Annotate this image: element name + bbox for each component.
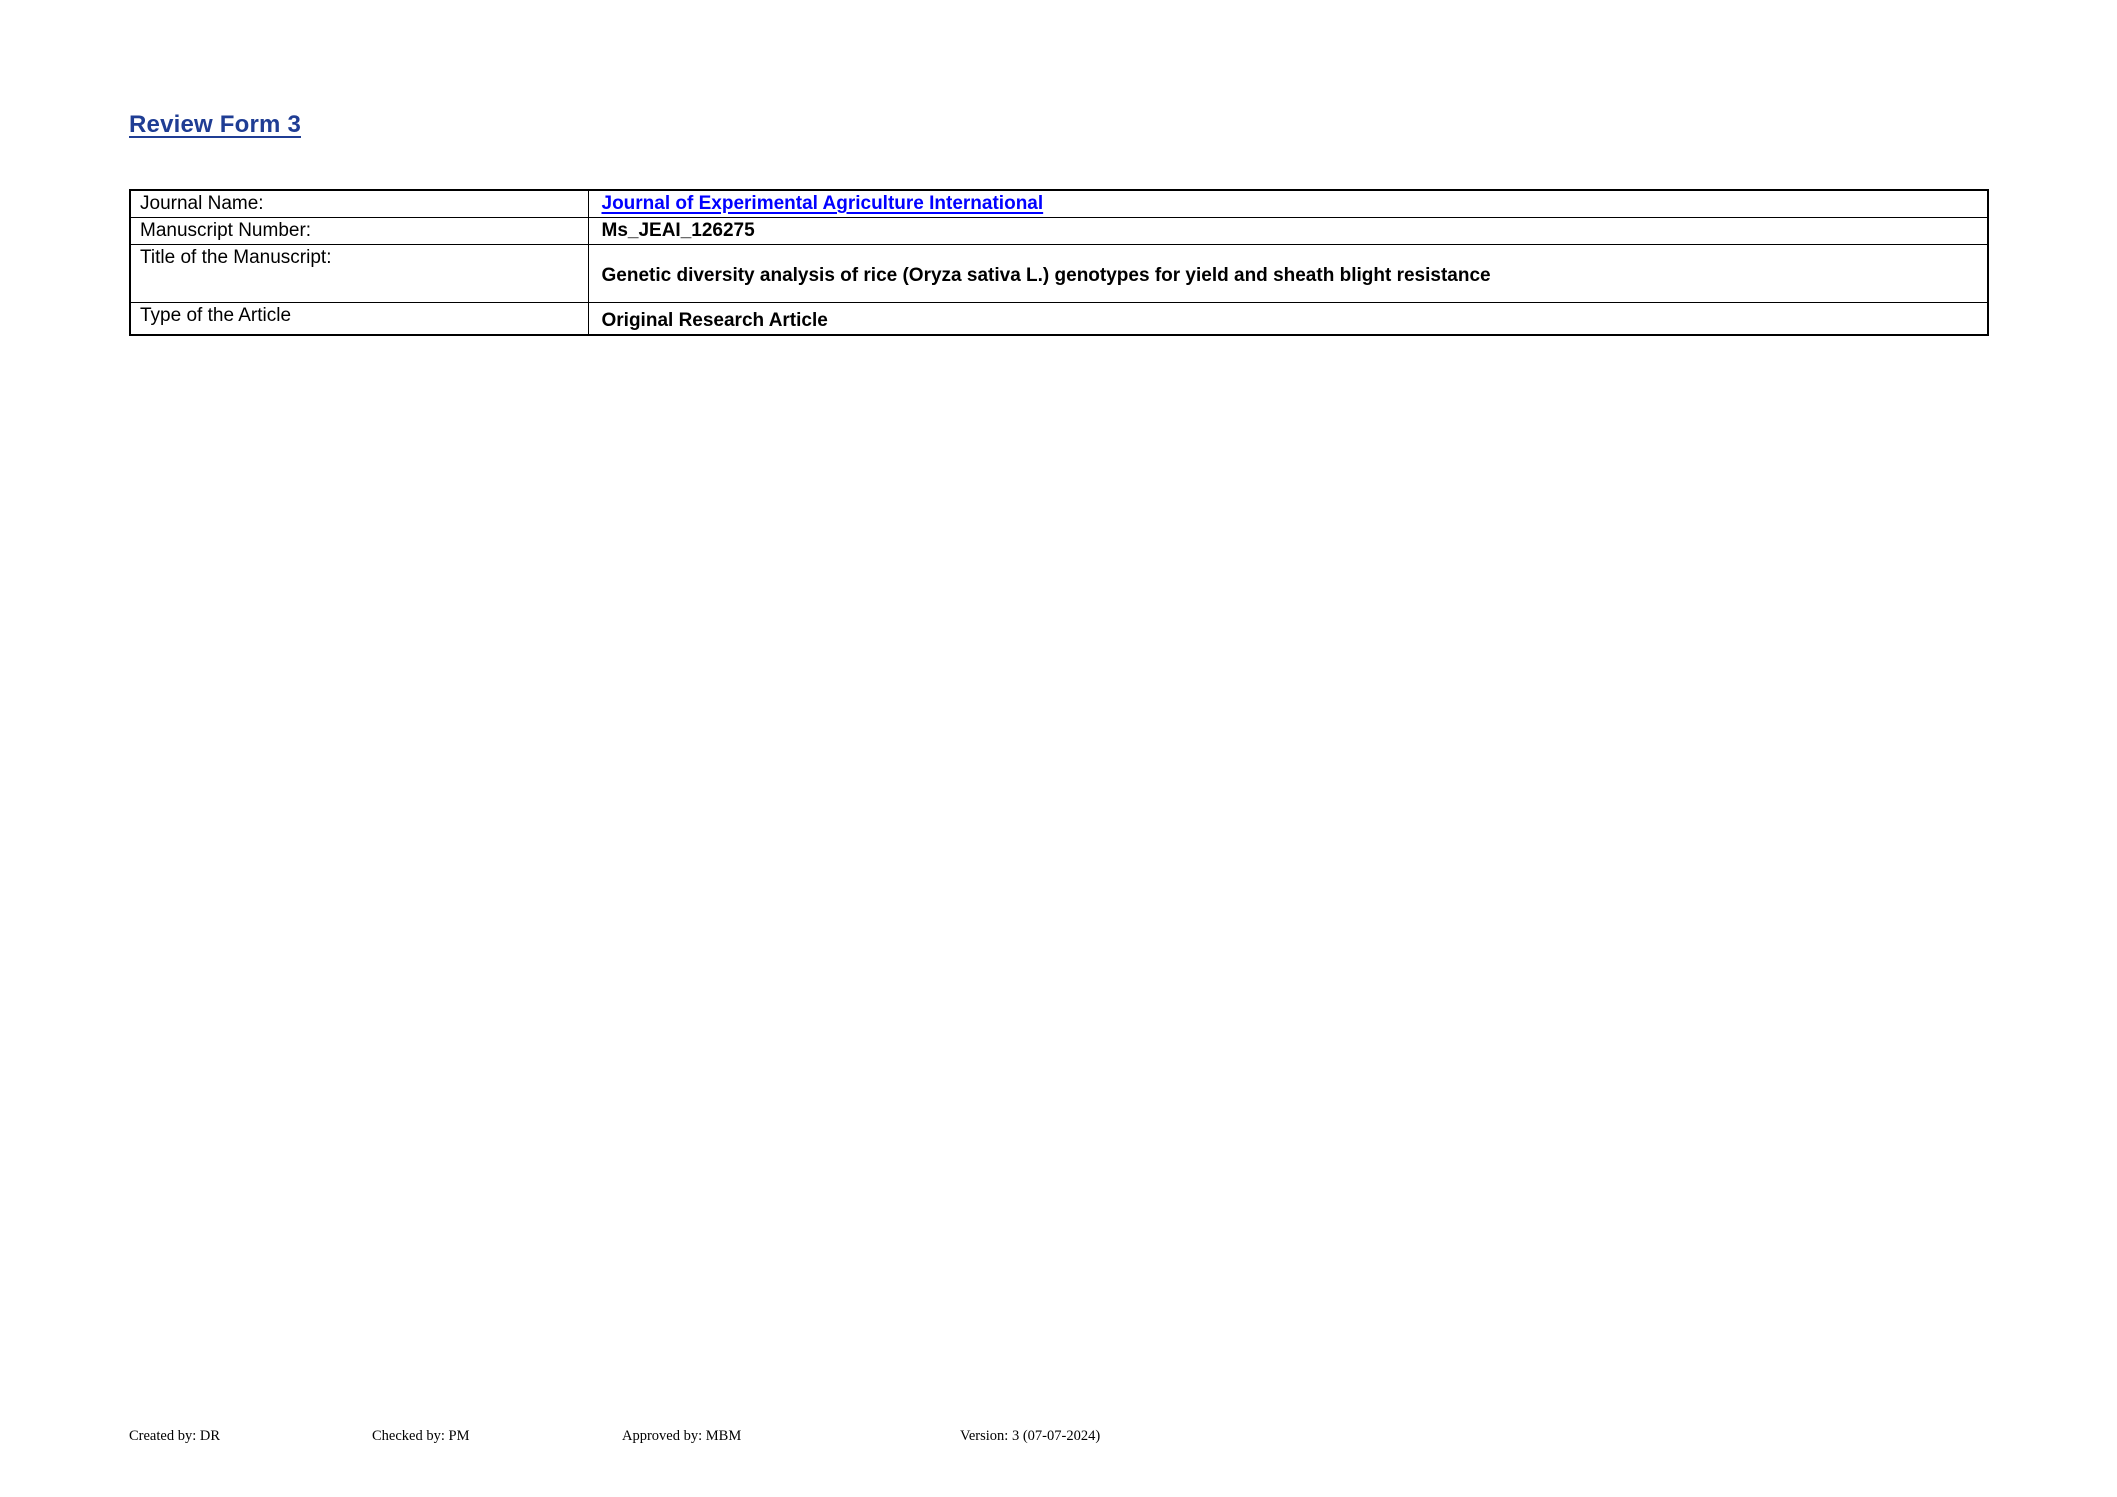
article-type-label: Type of the Article <box>130 302 588 335</box>
page-footer <box>0 1428 2117 1450</box>
journal-name-cell <box>588 190 1988 217</box>
footer-version: Version: 3 (07-07-2024) <box>960 1428 1101 1444</box>
table-row-journal-name <box>130 190 1988 217</box>
manuscript-title-label: Title of the Manuscript: <box>130 244 588 302</box>
manuscript-number-value: Ms_JEAI_126275 <box>588 217 1988 244</box>
journal-name-link[interactable]: Journal of Experimental Agriculture International <box>601 193 1044 214</box>
footer-approved-by: Approved by: MBM <box>622 1428 742 1444</box>
table-row-manuscript-title <box>130 244 1988 302</box>
article-type-value: Original Research Article <box>588 302 1988 335</box>
footer-created-by: Created by: DR <box>129 1428 221 1444</box>
footer-checked-by: Checked by: PM <box>372 1428 470 1444</box>
manuscript-info-table <box>129 189 1989 336</box>
table-row-manuscript-number <box>130 217 1988 244</box>
table-row-article-type <box>130 302 1988 335</box>
journal-name-label: Journal Name: <box>130 190 588 217</box>
manuscript-number-label: Manuscript Number: <box>130 217 588 244</box>
manuscript-title-value: Genetic diversity analysis of rice (Oryza sativa L.) genotypes for yield and sheath blight resistance <box>588 244 1988 302</box>
page-title: Review Form 3 <box>129 111 301 138</box>
